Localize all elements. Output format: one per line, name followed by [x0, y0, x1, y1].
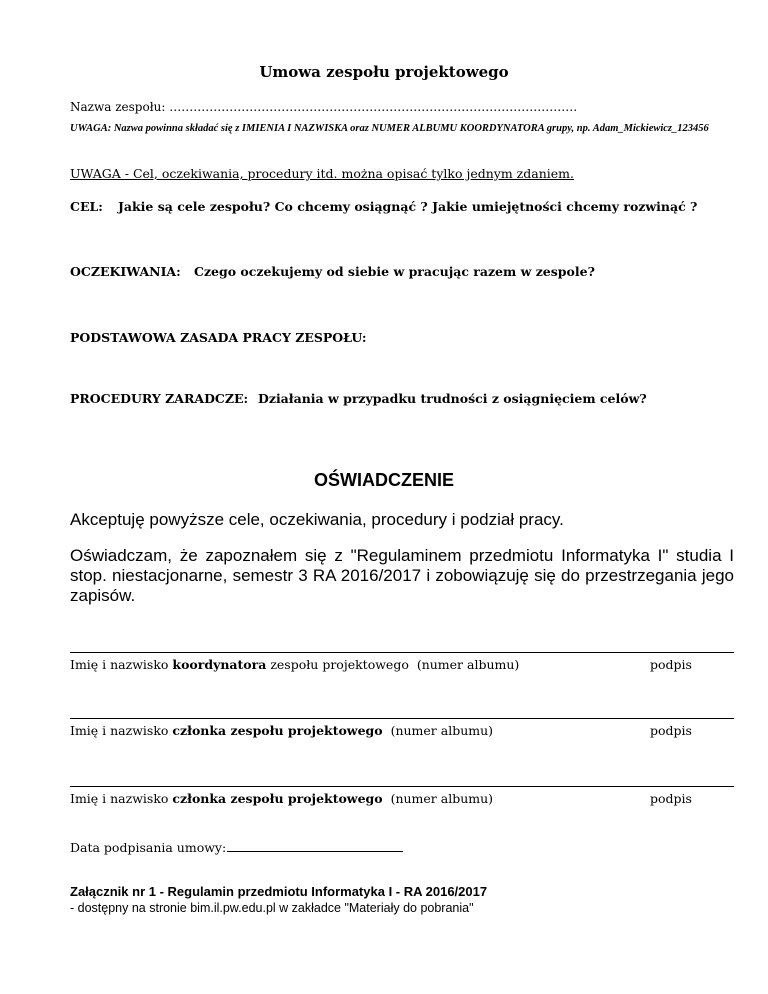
podpis-label: podpis — [650, 791, 692, 806]
team-name-label: Nazwa zespołu: — [70, 100, 166, 114]
oczekiwania-question: Czego oczekujemy od siebie w pracując razem w zespole? — [194, 264, 595, 279]
signature-prefix: Imię i nazwisko — [70, 657, 169, 672]
page-title: Umowa zespołu projektowego — [259, 63, 509, 81]
signature-label-coordinator — [70, 657, 519, 672]
podpis-label: podpis — [650, 723, 692, 738]
signing-date-label: Data podpisania umowy: — [70, 840, 227, 855]
naming-warning: UWAGA: Nazwa powinna składać się z IMIENIA I NAZWISKA oraz NUMER ALBUMU KOORDYNATORA grupy, np. Adam_Mickiewicz_123456 — [70, 123, 709, 134]
member-words: członka zespołu projektowego — [172, 791, 383, 806]
declaration-statement: Oświadczam, że zapoznałem się z "Regulaminem przedmiotu Informatyka I" studia I stop. niestacjonarne, semestr 3 RA 2016/2017 i zobowiązuję się do przestrzegania jego zapisów. — [70, 546, 734, 605]
attachment-title: Załącznik nr 1 - Regulamin przedmiotu Informatyka I - RA 2016/2017 — [70, 884, 488, 899]
cel-question: Jakie są cele zespołu? Co chcemy osiągnąć ? Jakie umiejętności chcemy rozwinąć ? — [118, 199, 698, 214]
signature-label-member — [70, 723, 493, 738]
coordinator-word: koordynatora — [172, 657, 267, 672]
team-name-field — [70, 100, 577, 114]
signature-prefix: Imię i nazwisko — [70, 723, 169, 738]
attachment-subtitle: - dostępny na stronie bim.il.pw.edu.pl w zakładce "Materiały do pobrania" — [70, 901, 474, 915]
team-name-dots: ………………………………………………………………………………………… — [169, 100, 578, 114]
signature-line-member — [70, 718, 734, 719]
podstawowa-zasada-label: PODSTAWOWA ZASADA PRACY ZESPOŁU: — [70, 330, 367, 345]
one-sentence-warning: UWAGA - Cel, oczekiwania, procedury itd. można opisać tylko jednym zdaniem. — [70, 166, 574, 181]
cel-label: CEL: — [70, 199, 103, 214]
procedury-question: Działania w przypadku trudności z osiągnięciem celów? — [258, 391, 647, 406]
album-number-label: (numer albumu) — [390, 791, 494, 806]
coordinator-rest: zespołu projektowego — [270, 657, 409, 672]
signature-line-coordinator — [70, 652, 734, 653]
member-words: członka zespołu projektowego — [172, 723, 383, 738]
signature-prefix: Imię i nazwisko — [70, 791, 169, 806]
oczekiwania-label: OCZEKIWANIA: — [70, 264, 181, 279]
signing-date-line — [227, 851, 403, 852]
procedury-label: PROCEDURY ZARADCZE: — [70, 391, 249, 406]
album-number-label: (numer albumu) — [390, 723, 494, 738]
podpis-label: podpis — [650, 657, 692, 672]
declaration-heading: OŚWIADCZENIE — [313, 470, 454, 490]
signature-line-member — [70, 786, 734, 787]
declaration-accept: Akceptuję powyższe cele, oczekiwania, procedury i podział pracy. — [70, 510, 564, 529]
signing-date-field — [70, 840, 403, 855]
signature-label-member — [70, 791, 493, 806]
album-number-label: (numer albumu) — [416, 657, 520, 672]
